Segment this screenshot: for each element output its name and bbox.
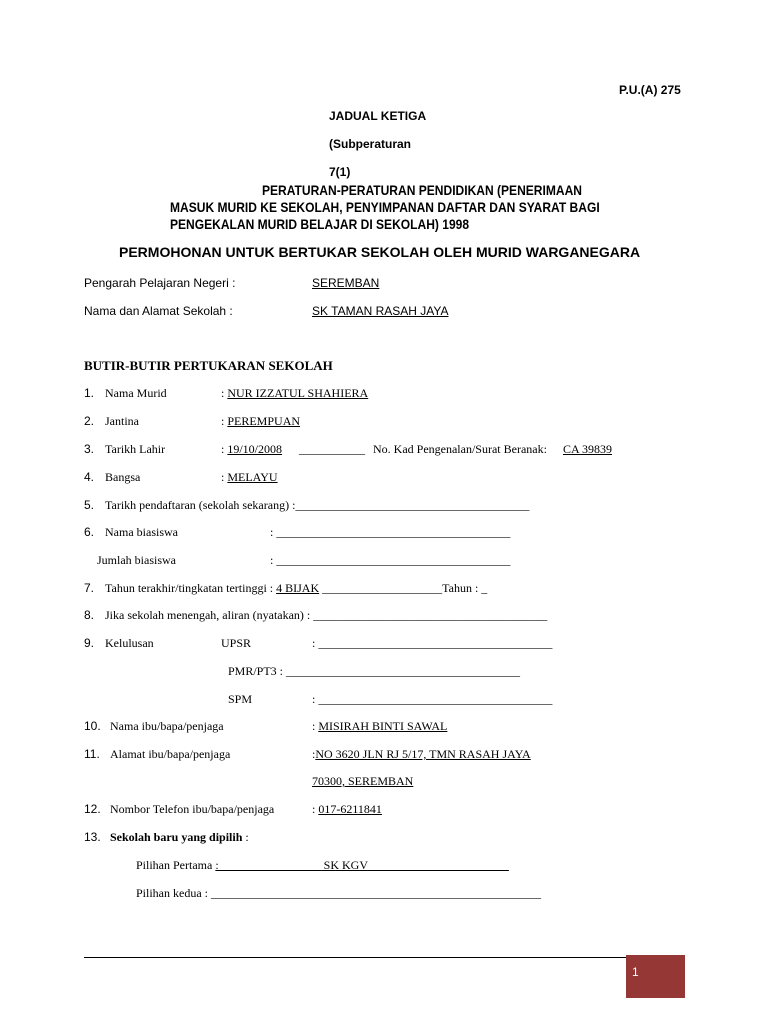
guardian-phone-value: 017-6211841 [318, 802, 382, 816]
field-number: 7. [84, 581, 95, 595]
second-choice-line: _______________________________________________________ [211, 886, 541, 900]
school-address-label: Nama dan Alamat Sekolah : [84, 304, 233, 318]
director-label: Pengarah Pelajaran Negeri : [84, 276, 236, 290]
upsr-line: : _______________________________________ [312, 636, 553, 650]
guardian-phone-label: Nombor Telefon ibu/bapa/penjaga [110, 802, 275, 816]
field-colon: : NUR IZZATUL SHAHIERA [221, 386, 369, 400]
field-number: 6. [84, 525, 95, 539]
ic-label: No. Kad Pengenalan/Surat Beranak: [373, 442, 547, 456]
last-year-field: Tahun terakhir/tingkatan tertinggi : 4 BIJAK ____________________Tahun : _ [105, 581, 488, 595]
school-address-value: SK TAMAN RASAH JAYA [312, 304, 449, 318]
last-year-value: 4 BIJAK [276, 581, 320, 595]
birth-date-blank: ___________ [299, 442, 365, 456]
first-choice-field: Pilihan Pertama :_________________ SK KGV _______________________ [136, 858, 509, 872]
field-colon: : PEREMPUAN [221, 414, 301, 428]
regulation-title-line2: MASUK MURID KE SEKOLAH, PENYIMPANAN DAFTAR DAN SYARAT BAGI [170, 199, 600, 215]
guardian-address-value-2: 70300, SEREMBAN [312, 774, 414, 788]
race-value: MELAYU [227, 470, 278, 484]
second-choice-field: Pilihan kedua : _______________________________________________________ [136, 886, 541, 900]
spm-label: SPM [228, 692, 253, 706]
field-colon: : MELAYU [221, 470, 278, 484]
field-colon: : 19/10/2008 [221, 442, 283, 456]
spm-line: : _______________________________________ [312, 692, 553, 706]
field-number: 9. [84, 636, 95, 650]
scholarship-name-label: Nama biasiswa [105, 525, 178, 539]
footer-divider [84, 957, 626, 958]
race-label: Bangsa [105, 470, 141, 484]
field-number: 3. [84, 442, 95, 456]
birth-date-label: Tarikh Lahir [105, 442, 166, 456]
field-colon: :NO 3620 JLN RJ 5/17, TMN RASAH JAYA [312, 747, 531, 761]
field-colon: : 017-6211841 [312, 802, 382, 816]
upsr-label: UPSR [221, 636, 252, 650]
subregulation-number: 7(1) [329, 165, 351, 179]
form-title: PERMOHONAN UNTUK BERTUKAR SEKOLAH OLEH MURID WARGANEGARA [119, 244, 641, 260]
gender-label: Jantina [105, 414, 139, 428]
regulation-title-line1: PERATURAN-PERATURAN PENDIDIKAN (PENERIMAAN [262, 182, 582, 198]
field-number: 12. [84, 802, 101, 816]
stream-field: Jika sekolah menengah, aliran (nyatakan) : _______________________________________ [105, 608, 548, 622]
new-school-label: Sekolah baru yang dipilih : [110, 830, 249, 844]
first-choice-value: :_________________ SK KGV _______________________ [215, 858, 509, 872]
ic-value: CA 39839 [563, 442, 613, 456]
student-name-value: NUR IZZATUL SHAHIERA [227, 386, 369, 400]
field-number: 13. [84, 830, 101, 844]
subregulation-label: (Subperaturan [329, 137, 412, 151]
field-colon: : MISIRAH BINTI SAWAL [312, 719, 448, 733]
field-number: 2. [84, 414, 95, 428]
scholarship-amount-line: : _______________________________________ [270, 553, 511, 567]
field-number: 11. [84, 747, 100, 761]
regulation-title-line3: PENGEKALAN MURID BELAJAR DI SEKOLAH) 1998 [170, 216, 470, 232]
regulation-reference: P.U.(A) 275 [619, 83, 681, 97]
guardian-address-label: Alamat ibu/bapa/penjaga [110, 747, 231, 761]
guardian-name-label: Nama ibu/bapa/penjaga [110, 719, 224, 733]
student-name-label: Nama Murid [105, 386, 167, 400]
page-number: 1 [632, 965, 639, 979]
guardian-address-value-1: NO 3620 JLN RJ 5/17, TMN RASAH JAYA [315, 747, 531, 761]
section-title: BUTIR-BUTIR PERTUKARAN SEKOLAH [84, 358, 333, 373]
scholarship-name-line: : _______________________________________ [270, 525, 511, 539]
page-number-box [626, 955, 685, 998]
director-value: SEREMBAN [312, 276, 380, 290]
guardian-name-value: MISIRAH BINTI SAWAL [318, 719, 448, 733]
gender-value: PEREMPUAN [227, 414, 301, 428]
birth-date-value: 19/10/2008 [227, 442, 283, 456]
pmr-line: PMR/PT3 : _______________________________________ [228, 664, 521, 678]
qualification-label: Kelulusan [105, 636, 154, 650]
field-number: 8. [84, 608, 95, 622]
field-number: 1. [84, 386, 95, 400]
field-number: 4. [84, 470, 95, 484]
registration-date-field: Tarikh pendaftaran (sekolah sekarang) :_______________________________________ [105, 498, 530, 512]
field-number: 5. [84, 498, 95, 512]
scholarship-amount-label: Jumlah biasiswa [97, 553, 176, 567]
schedule-title: JADUAL KETIGA [329, 109, 427, 123]
field-number: 10. [84, 719, 101, 733]
